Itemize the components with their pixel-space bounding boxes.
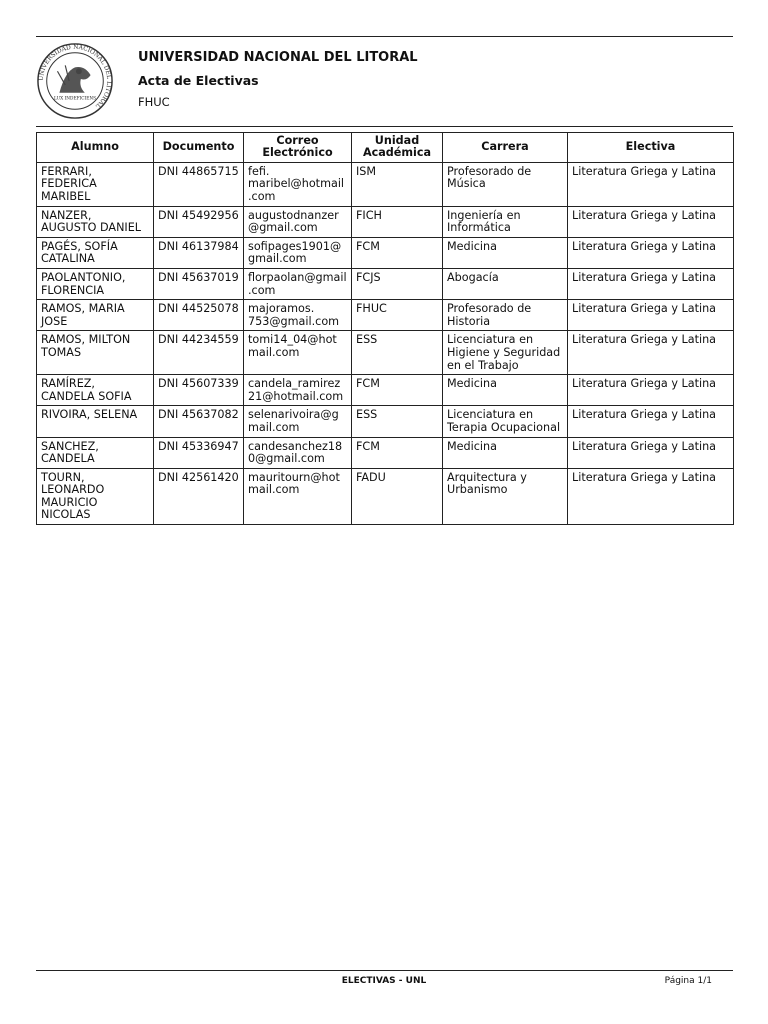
cell-electiva: Literatura Griega y Latina [568, 437, 734, 468]
cell-alumno: RAMÍREZ, CANDELA SOFIA [37, 375, 154, 406]
top-rule [36, 36, 733, 37]
cell-unidad: FADU [352, 468, 443, 524]
cell-documento: DNI 42561420 [154, 468, 244, 524]
cell-correo: tomi14_04@hotmail.com [244, 331, 352, 375]
cell-unidad: ESS [352, 406, 443, 437]
cell-documento: DNI 45637082 [154, 406, 244, 437]
cell-unidad: FICH [352, 206, 443, 237]
table-row [37, 375, 734, 406]
table-row [37, 162, 734, 206]
cell-unidad: FHUC [352, 300, 443, 331]
cell-electiva: Literatura Griega y Latina [568, 206, 734, 237]
cell-correo: selenarivoira@gmail.com [244, 406, 352, 437]
cell-electiva: Literatura Griega y Latina [568, 331, 734, 375]
cell-alumno: TOURN, LEONARDO MAURICIO NICOLAS [37, 468, 154, 524]
cell-carrera: Medicina [443, 437, 568, 468]
document-subtitle: Acta de Electivas [138, 73, 259, 88]
cell-electiva: Literatura Griega y Latina [568, 406, 734, 437]
footer-label: ELECTIVAS - UNL [341, 976, 427, 986]
cell-correo: candesanchez180@gmail.com [244, 437, 352, 468]
table-row [37, 237, 734, 268]
cell-carrera: Medicina [443, 237, 568, 268]
cell-correo: mauritourn@hotmail.com [244, 468, 352, 524]
cell-carrera: Abogacía [443, 268, 568, 299]
table-row [37, 406, 734, 437]
column-header-electiva: Electiva [568, 133, 734, 163]
cell-documento: DNI 44234559 [154, 331, 244, 375]
cell-alumno: PAGÉS, SOFÍA CATALINA [37, 237, 154, 268]
cell-electiva: Literatura Griega y Latina [568, 268, 734, 299]
cell-correo: fefi. maribel@hotmail.com [244, 162, 352, 206]
cell-carrera: Licenciatura en Higiene y Seguridad en el Trabajo [443, 331, 568, 375]
table-row [37, 268, 734, 299]
cell-carrera: Ingeniería en Informática [443, 206, 568, 237]
cell-carrera: Profesorado de Música [443, 162, 568, 206]
footer-rule [36, 970, 733, 971]
table-row [37, 206, 734, 237]
cell-alumno: SANCHEZ, CANDELA [37, 437, 154, 468]
column-header-carrera: Carrera [443, 133, 568, 163]
cell-correo: majoramos. 753@gmail.com [244, 300, 352, 331]
cell-unidad: FCJS [352, 268, 443, 299]
column-header-correo: Correo Electrónico [244, 133, 352, 163]
cell-electiva: Literatura Griega y Latina [568, 237, 734, 268]
cell-electiva: Literatura Griega y Latina [568, 300, 734, 331]
cell-alumno: NANZER, AUGUSTO DANIEL [37, 206, 154, 237]
table-row [37, 331, 734, 375]
cell-alumno: PAOLANTONIO, FLORENCIA [37, 268, 154, 299]
column-header-documento: Documento [154, 133, 244, 163]
cell-documento: DNI 44525078 [154, 300, 244, 331]
svg-text:UNIVERSIDAD NACIONAL DEL LITOR: UNIVERSIDAD NACIONAL DEL LITORAL [37, 43, 113, 110]
column-header-alumno: Alumno [37, 133, 154, 163]
cell-correo: florpaolan@gmail.com [244, 268, 352, 299]
cell-carrera: Profesorado de Historia [443, 300, 568, 331]
table-header-row [37, 133, 734, 163]
table-row [37, 300, 734, 331]
cell-unidad: ESS [352, 331, 443, 375]
page-title: UNIVERSIDAD NACIONAL DEL LITORAL [138, 50, 418, 65]
cell-documento: DNI 45492956 [154, 206, 244, 237]
header-rule [36, 126, 733, 127]
page-number: Página 1/1 [664, 976, 712, 986]
faculty-label: FHUC [138, 95, 170, 109]
cell-carrera: Arquitectura y Urbanismo [443, 468, 568, 524]
electives-table [36, 132, 734, 525]
cell-unidad: FCM [352, 375, 443, 406]
column-header-unidad: Unidad Académica [352, 133, 443, 163]
table-row [37, 468, 734, 524]
cell-carrera: Licenciatura en Terapia Ocupacional [443, 406, 568, 437]
cell-correo: candela_ramirez21@hotmail.com [244, 375, 352, 406]
cell-documento: DNI 45607339 [154, 375, 244, 406]
cell-electiva: Literatura Griega y Latina [568, 468, 734, 524]
cell-documento: DNI 46137984 [154, 237, 244, 268]
cell-unidad: FCM [352, 437, 443, 468]
cell-alumno: FERRARI, FEDERICA MARIBEL [37, 162, 154, 206]
cell-electiva: Literatura Griega y Latina [568, 375, 734, 406]
cell-alumno: RIVOIRA, SELENA [37, 406, 154, 437]
cell-documento: DNI 45336947 [154, 437, 244, 468]
cell-carrera: Medicina [443, 375, 568, 406]
cell-alumno: RAMOS, MILTON TOMAS [37, 331, 154, 375]
cell-correo: augustodnanzer@gmail.com [244, 206, 352, 237]
table-row [37, 437, 734, 468]
cell-correo: sofipages1901@gmail.com [244, 237, 352, 268]
svg-text:LUX INDEFICIENS: LUX INDEFICIENS [53, 96, 97, 102]
university-seal-icon [36, 42, 114, 120]
cell-electiva: Literatura Griega y Latina [568, 162, 734, 206]
cell-alumno: RAMOS, MARIA JOSE [37, 300, 154, 331]
cell-unidad: FCM [352, 237, 443, 268]
cell-documento: DNI 45637019 [154, 268, 244, 299]
cell-documento: DNI 44865715 [154, 162, 244, 206]
cell-unidad: ISM [352, 162, 443, 206]
